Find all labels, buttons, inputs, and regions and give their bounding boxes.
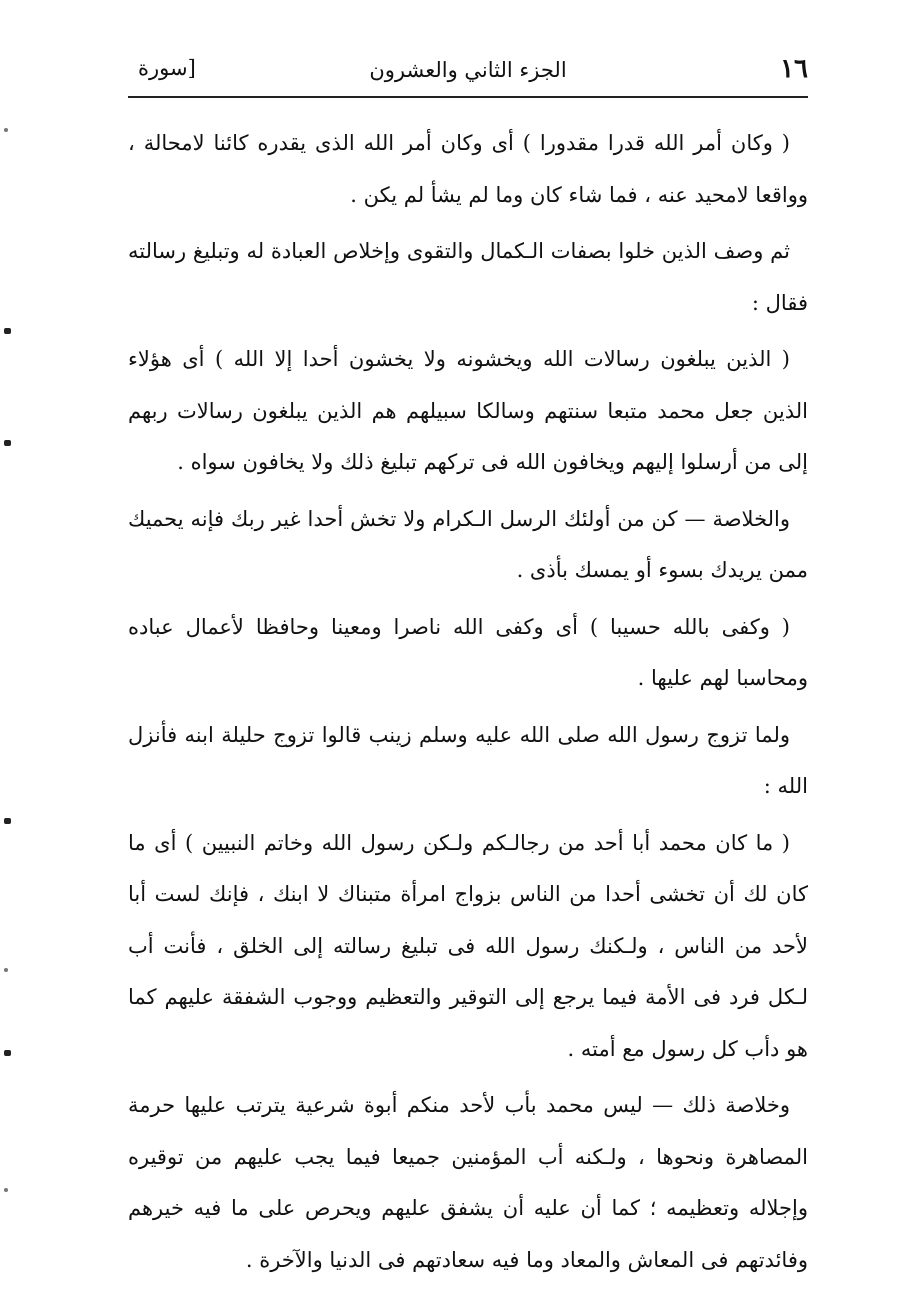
page-number: ١٦ [780, 54, 808, 84]
paragraph: وخلاصة ذلك — ليس محمد بأب لأحد منكم أبوة شرعية يترتب عليها حرمة المصاهرة ونحوها ، ولـكنه أب المؤمنين جميعا فيما يجب عليهم من توقيره وإجلاله وتعظيمه ؛ كما أن عليه أن يشفق عليهم ويحرص على ما فيه خيرهم وفائدتهم فى المعاش والمعاد وما فيه سعادتهم فى الدنيا والآخرة . [128, 1093, 808, 1272]
paragraph: ثم وصف الذين خلوا بصفات الـكمال والتقوى وإخلاص العبادة له وتبليغ رسالته فقال : [128, 239, 808, 315]
surah-label: [سورة [138, 56, 196, 80]
paragraph: ( وكان أمر الله قدرا مقدورا ) أى وكان أمر الله الذى يقدره كائنا لامحالة ، وواقعا لامحيد عنه ، فما شاء كان وما لم يشأ لم يكن . [128, 131, 808, 207]
paragraph: ( وكفى بالله حسيبا ) أى وكفى الله ناصرا ومعينا وحافظا لأعمال عباده ومحاسبا لهم عليها . [128, 614, 808, 690]
paragraph: ( الذين يبلغون رسالات الله ويخشونه ولا يخشون أحدا إلا الله ) أى هؤلاء الذين جعل محمد متبعا سنتهم وسالكا سبيلهم هم الذين يبلغون رسالات ربهم إلى من أرسلوا إليهم ويخافون الله فى تركهم تبليغ ذلك ولا يخافون سواه . [128, 347, 808, 474]
header-rule [128, 96, 808, 98]
margin-speck [4, 328, 11, 334]
paragraph: ولما تزوج رسول الله صلى الله عليه وسلم زينب قالوا تزوج حليلة ابنه فأنزل الله : [128, 722, 808, 798]
margin-speck [4, 128, 8, 132]
paragraph: والخلاصة — كن من أولئك الرسل الـكرام ولا تخش أحدا غير ربك فإنه يحميك ممن يريدك بسوء أو يمسك بأذى . [128, 506, 808, 582]
margin-speck [4, 1188, 8, 1192]
margin-speck [4, 1050, 11, 1056]
margin-speck [4, 818, 11, 824]
running-title: الجزء الثاني والعشرون [369, 58, 567, 82]
margin-speck [4, 968, 8, 972]
paragraph: ( ما كان محمد أبا أحد من رجالـكم ولـكن رسول الله وخاتم النبيين ) أى ما كان لك أن تخشى أحدا من الناس بزواج امرأة متبناك لا ابنك ، فإنك لست أبا لأحد من الناس ، ولـكنك رسول الله فى تبليغ رسالته إلى الخلق ، فأنت أب لـكل فرد فى الأمة فيما يرجع إلى التوقير والتعظيم ووجوب الشفقة عليهم كما هو دأب كل رسول مع أمته . [128, 830, 808, 1061]
margin-speck [4, 440, 11, 446]
body-text [128, 118, 808, 1286]
page-header [128, 50, 808, 96]
